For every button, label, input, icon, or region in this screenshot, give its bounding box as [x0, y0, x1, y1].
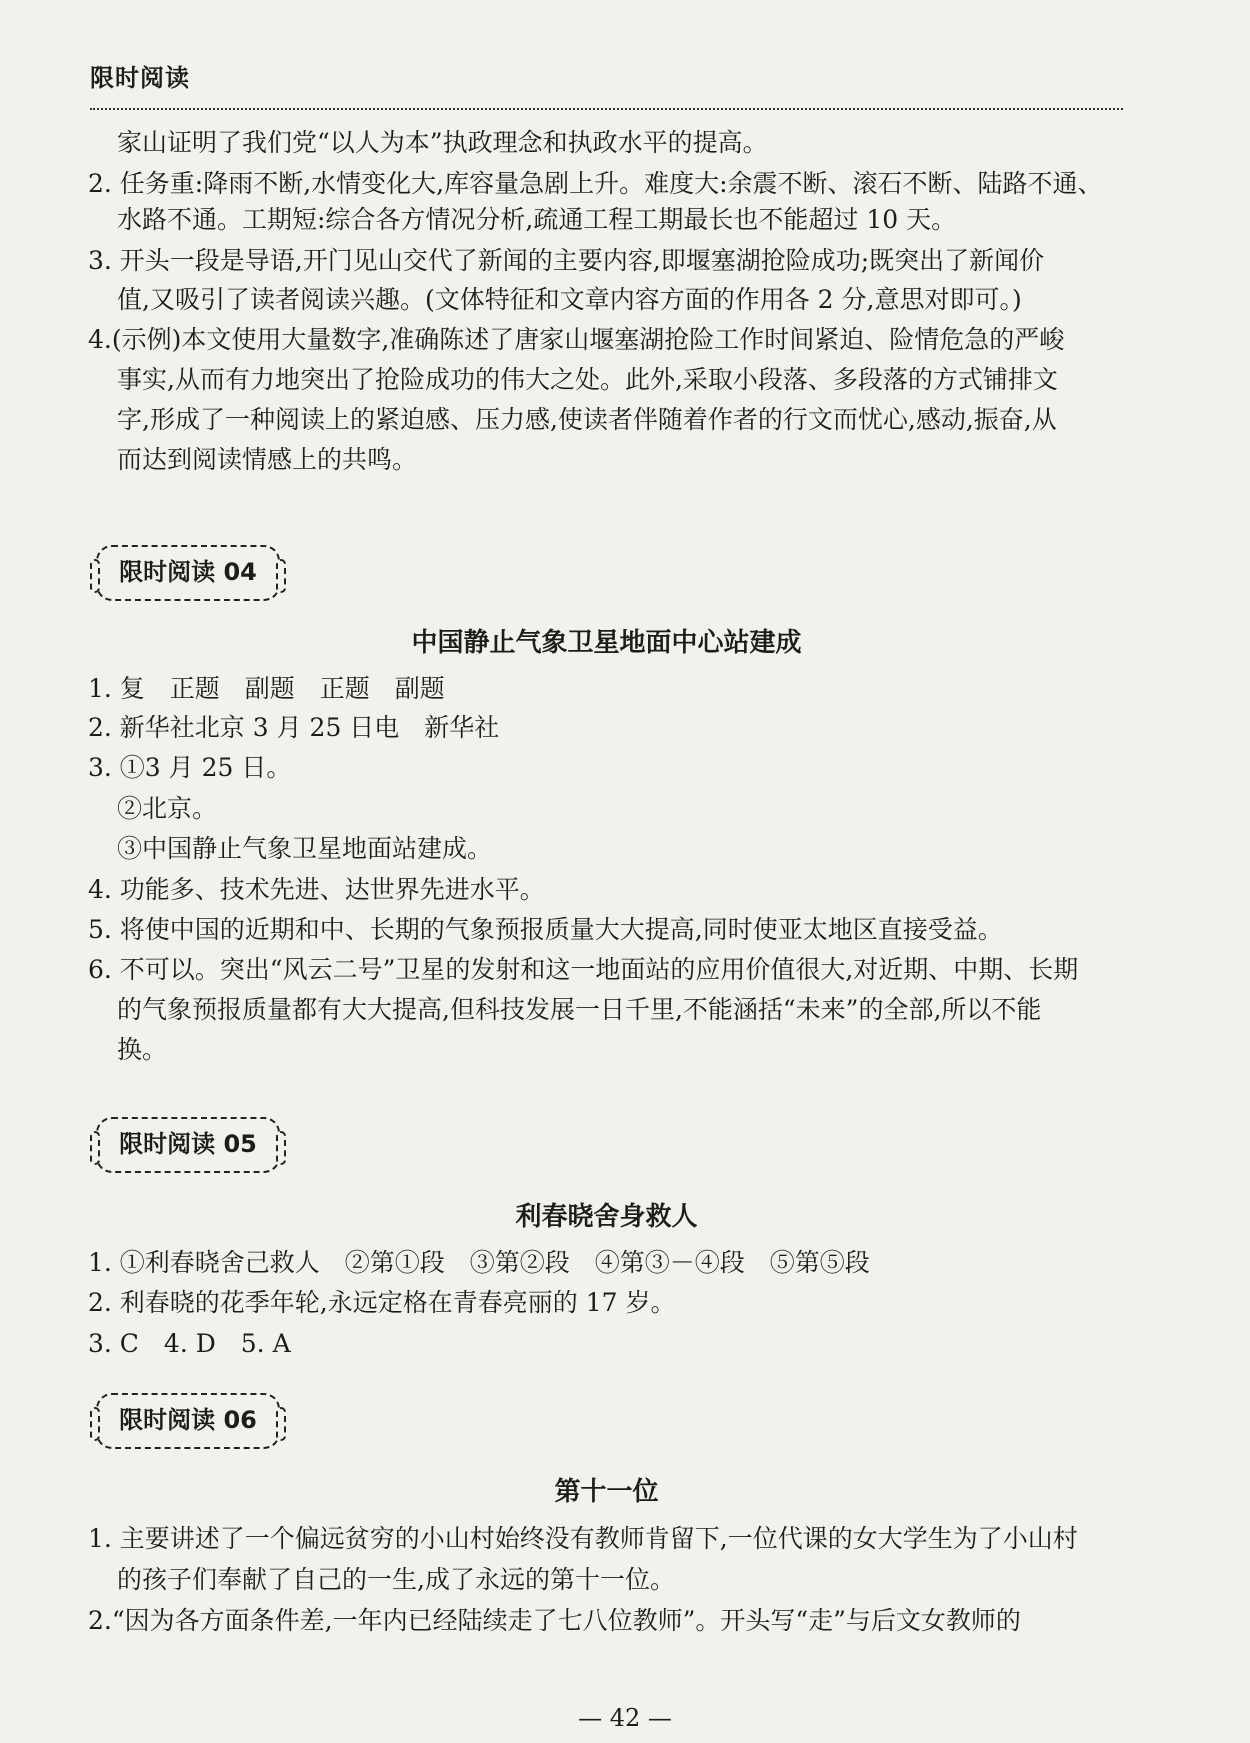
article-title: 第十一位 [554, 1477, 659, 1507]
answer-line: 2. 利春晓的花季年轮,永远定格在青春亮丽的 17 岁。 [88, 1288, 676, 1317]
answer-line: 2. 新华社北京 3 月 25 日电 新华社 [88, 713, 500, 742]
answer-line: 5. 将使中国的近期和中、长期的气象预报质量大大提高,同时使亚太地区直接受益。 [88, 915, 1003, 944]
section-badge-05 [96, 1117, 280, 1173]
section-badge-04 [96, 545, 280, 601]
text-line: 字,形成了一种阅读上的紧迫感、压力感,使读者伴随着作者的行文而忧心,感动,振奋,从 [117, 405, 1057, 434]
article-title: 中国静止气象卫星地面中心站建成 [411, 628, 802, 658]
text-line: 的气象预报质量都有大大提高,但科技发展一日千里,不能涵括“未来”的全部,所以不能 [117, 995, 1042, 1024]
answer-line: 1. 主要讲述了一个偏远贫穷的小山村始终没有教师肯留下,一位代课的女大学生为了小山村 [88, 1524, 1078, 1553]
page-number: — 42 — [578, 1704, 672, 1732]
section-badge-label: 限时阅读 06 [119, 1406, 257, 1434]
answer-line: 1. ①利春晓舍己救人 ②第①段 ③第②段 ④第③－④段 ⑤第⑤段 [88, 1248, 870, 1277]
section-badge-label: 限时阅读 04 [119, 558, 257, 586]
text-line: 而达到阅读情感上的共鸣。 [117, 445, 418, 474]
answer-line: 4. 功能多、技术先进、达世界先进水平。 [88, 875, 545, 904]
text-line: 换。 [117, 1035, 168, 1064]
answer-line: 6. 不可以。突出“风云二号”卫星的发射和这一地面站的应用价值很大,对近期、中期、长期 [88, 955, 1079, 984]
text-line: 家山证明了我们党“以人为本”执政理念和执政水平的提高。 [117, 128, 768, 157]
answer-line: 2. 任务重:降雨不断,水情变化大,库容量急剧上升。难度大:余震不断、滚石不断、陆路不通、 [88, 169, 1103, 198]
header-divider [90, 108, 1123, 110]
text-line: 的孩子们奉献了自己的一生,成了永远的第十一位。 [117, 1565, 675, 1594]
text-line: 值,又吸引了读者阅读兴趣。(文体特征和文章内容方面的作用各 2 分,意思对即可。) [117, 285, 1022, 314]
answer-line: 1. 复 正题 副题 正题 副题 [88, 674, 445, 703]
answer-line: 2.“因为各方面条件差,一年内已经陆续走了七八位教师”。开头写“走”与后文女教师的 [88, 1606, 1021, 1635]
text-line: 事实,从而有力地突出了抢险成功的伟大之处。此外,采取小段落、多段落的方式铺排文 [117, 365, 1058, 394]
answer-subline: ②北京。 [117, 794, 218, 823]
page-header-title: 限时阅读 [90, 64, 190, 92]
answer-line: 3. ①3 月 25 日。 [88, 753, 292, 782]
answer-line: 3. 开头一段是导语,开门见山交代了新闻的主要内容,即堰塞湖抢险成功;既突出了新闻价 [88, 246, 1045, 275]
article-title: 利春晓舍身救人 [515, 1202, 698, 1232]
answer-line: 4.(示例)本文使用大量数字,准确陈述了唐家山堰塞湖抢险工作时间紧迫、险情危急的严峻 [88, 325, 1065, 354]
answer-subline: ③中国静止气象卫星地面站建成。 [117, 834, 493, 863]
section-badge-06 [96, 1393, 280, 1449]
section-badge-label: 限时阅读 05 [119, 1130, 257, 1158]
answer-line: 3. C 4. D 5. A [88, 1329, 291, 1358]
text-line: 水路不通。工期短:综合各方情况分析,疏通工程工期最长也不能超过 10 天。 [117, 205, 957, 234]
